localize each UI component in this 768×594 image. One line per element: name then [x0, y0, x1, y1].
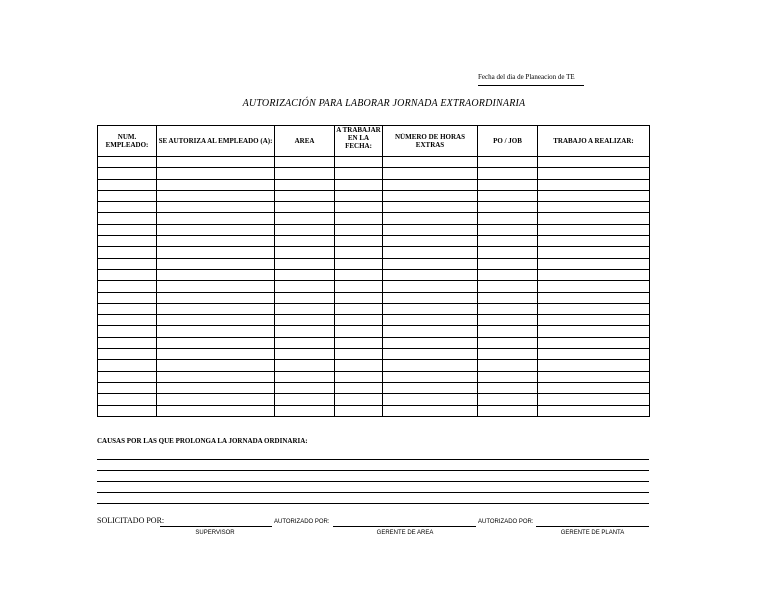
table-cell[interactable] [538, 360, 650, 371]
table-cell[interactable] [98, 157, 157, 168]
table-cell[interactable] [98, 236, 157, 247]
table-cell[interactable] [538, 269, 650, 280]
table-cell[interactable] [275, 213, 335, 224]
table-cell[interactable] [157, 281, 275, 292]
table-cell[interactable] [383, 326, 478, 337]
table-cell[interactable] [335, 281, 383, 292]
table-cell[interactable] [478, 258, 538, 269]
table-cell[interactable] [478, 405, 538, 416]
table-row [98, 315, 650, 326]
table-cell[interactable] [275, 382, 335, 393]
table-cell[interactable] [335, 213, 383, 224]
table-cell[interactable] [275, 303, 335, 314]
table-cell[interactable] [335, 360, 383, 371]
table-cell[interactable] [275, 315, 335, 326]
table-cell[interactable] [538, 371, 650, 382]
table-cell[interactable] [275, 405, 335, 416]
table-cell[interactable] [157, 202, 275, 213]
table-cell[interactable] [335, 247, 383, 258]
cause-line-3[interactable] [97, 481, 649, 482]
table-cell[interactable] [538, 394, 650, 405]
col-header-employee-number: NUM. EMPLEADO: [98, 126, 157, 157]
table-cell[interactable] [98, 190, 157, 201]
table-cell[interactable] [275, 258, 335, 269]
col-header-work-date: A TRABAJAR EN LA FECHA: [335, 126, 383, 157]
table-cell[interactable] [157, 349, 275, 360]
table-cell[interactable] [157, 337, 275, 348]
table-cell[interactable] [157, 258, 275, 269]
table-cell[interactable] [157, 394, 275, 405]
table-cell[interactable] [275, 224, 335, 235]
table-cell[interactable] [98, 247, 157, 258]
table-cell[interactable] [383, 168, 478, 179]
table-cell[interactable] [157, 315, 275, 326]
table-cell[interactable] [98, 371, 157, 382]
table-cell[interactable] [383, 360, 478, 371]
planning-date-block [478, 66, 584, 84]
table-cell[interactable] [98, 179, 157, 190]
col-header-area: AREA [275, 126, 335, 157]
table-cell[interactable] [335, 224, 383, 235]
table-cell[interactable] [538, 315, 650, 326]
col-header-po-job: PO / JOB [478, 126, 538, 157]
cause-line-2[interactable] [97, 470, 649, 471]
table-cell[interactable] [275, 247, 335, 258]
table-row [98, 303, 650, 314]
table-cell[interactable] [538, 281, 650, 292]
table-cell[interactable] [538, 213, 650, 224]
table-row [98, 292, 650, 303]
table-row [98, 382, 650, 393]
table-cell[interactable] [98, 382, 157, 393]
table-cell[interactable] [538, 405, 650, 416]
table-cell[interactable] [98, 258, 157, 269]
table-cell[interactable] [335, 269, 383, 280]
table-cell[interactable] [383, 349, 478, 360]
table-cell[interactable] [383, 337, 478, 348]
table-row [98, 394, 650, 405]
table-cell[interactable] [335, 337, 383, 348]
table-cell[interactable] [383, 157, 478, 168]
table-row [98, 281, 650, 292]
table-cell[interactable] [275, 360, 335, 371]
table-cell[interactable] [335, 190, 383, 201]
table-cell[interactable] [538, 247, 650, 258]
table-row [98, 258, 650, 269]
role-area-manager: GERENTE DE AREA [376, 530, 434, 536]
table-cell[interactable] [98, 315, 157, 326]
table-cell[interactable] [275, 157, 335, 168]
cause-line-5[interactable] [97, 503, 649, 504]
table-cell[interactable] [383, 190, 478, 201]
table-cell[interactable] [98, 168, 157, 179]
table-cell[interactable] [383, 303, 478, 314]
table-row [98, 168, 650, 179]
table-cell[interactable] [275, 168, 335, 179]
table-row [98, 405, 650, 416]
table-cell[interactable] [383, 247, 478, 258]
table-cell[interactable] [335, 371, 383, 382]
table-cell[interactable] [383, 213, 478, 224]
table-cell[interactable] [538, 236, 650, 247]
table-cell[interactable] [98, 269, 157, 280]
table-cell[interactable] [478, 281, 538, 292]
table-row [98, 213, 650, 224]
table-cell[interactable] [335, 202, 383, 213]
table-cell[interactable] [157, 269, 275, 280]
table-cell[interactable] [538, 303, 650, 314]
table-cell[interactable] [335, 157, 383, 168]
table-cell[interactable] [335, 326, 383, 337]
table-cell[interactable] [98, 394, 157, 405]
table-body [98, 157, 650, 417]
table-cell[interactable] [335, 258, 383, 269]
table-cell[interactable] [538, 202, 650, 213]
table-cell[interactable] [335, 179, 383, 190]
table-cell[interactable] [478, 213, 538, 224]
table-row [98, 269, 650, 280]
table-cell[interactable] [275, 236, 335, 247]
supervisor-signature-line[interactable] [160, 526, 272, 527]
table-cell[interactable] [335, 315, 383, 326]
table-cell[interactable] [157, 326, 275, 337]
table-cell[interactable] [98, 405, 157, 416]
table-cell[interactable] [335, 236, 383, 247]
table-cell[interactable] [383, 281, 478, 292]
table-cell[interactable] [157, 190, 275, 201]
table-cell[interactable] [478, 179, 538, 190]
table-cell[interactable] [478, 292, 538, 303]
col-header-work-to-do: TRABAJO A REALIZAR: [538, 126, 650, 157]
table-cell[interactable] [538, 326, 650, 337]
table-cell[interactable] [383, 405, 478, 416]
table-cell[interactable] [275, 394, 335, 405]
table-cell[interactable] [157, 382, 275, 393]
table-cell[interactable] [383, 202, 478, 213]
table-cell[interactable] [157, 236, 275, 247]
table-cell[interactable] [335, 168, 383, 179]
table-cell[interactable] [383, 371, 478, 382]
table-cell[interactable] [98, 292, 157, 303]
table-cell[interactable] [275, 281, 335, 292]
table-cell[interactable] [478, 303, 538, 314]
table-cell[interactable] [538, 382, 650, 393]
table-cell[interactable] [157, 179, 275, 190]
table-cell[interactable] [275, 292, 335, 303]
table-cell[interactable] [157, 360, 275, 371]
table-cell[interactable] [478, 315, 538, 326]
table-cell[interactable] [478, 168, 538, 179]
table-cell[interactable] [157, 292, 275, 303]
table-cell[interactable] [157, 157, 275, 168]
table-cell[interactable] [98, 281, 157, 292]
table-cell[interactable] [98, 224, 157, 235]
table-row [98, 326, 650, 337]
table-cell[interactable] [98, 337, 157, 348]
table-row [98, 371, 650, 382]
table-row [98, 224, 650, 235]
table-cell[interactable] [335, 292, 383, 303]
table-cell[interactable] [275, 326, 335, 337]
table-cell[interactable] [383, 292, 478, 303]
table-row [98, 247, 650, 258]
role-plant-manager: GERENTE DE PLANTA [560, 530, 625, 536]
table-cell[interactable] [335, 382, 383, 393]
overtime-authorization-table [97, 125, 650, 417]
table-cell[interactable] [538, 292, 650, 303]
table-cell[interactable] [538, 337, 650, 348]
table-cell[interactable] [157, 213, 275, 224]
plant-manager-signature-line[interactable] [536, 526, 649, 527]
table-header-row [98, 126, 650, 157]
table-cell[interactable] [478, 247, 538, 258]
table-cell[interactable] [275, 371, 335, 382]
planning-date-label: Fecha del dia de Planeacion de TE [478, 73, 575, 81]
table-cell[interactable] [157, 303, 275, 314]
table-cell[interactable] [98, 349, 157, 360]
table-cell[interactable] [157, 405, 275, 416]
table-row [98, 202, 650, 213]
table-cell[interactable] [478, 190, 538, 201]
table-row [98, 157, 650, 168]
table-cell[interactable] [538, 224, 650, 235]
table-cell[interactable] [383, 269, 478, 280]
table-cell[interactable] [275, 269, 335, 280]
table-cell[interactable] [538, 157, 650, 168]
table-cell[interactable] [478, 157, 538, 168]
role-supervisor: SUPERVISOR [195, 530, 235, 536]
table-cell[interactable] [478, 371, 538, 382]
table-cell[interactable] [275, 179, 335, 190]
table-cell[interactable] [538, 190, 650, 201]
table-row [98, 360, 650, 371]
planning-date-field[interactable] [478, 85, 584, 86]
table-cell[interactable] [383, 224, 478, 235]
table-cell[interactable] [478, 349, 538, 360]
form-title: AUTORIZACIÓN PARA LABORAR JORNADA EXTRAORDINARIA [242, 98, 526, 109]
requested-by-label: SOLICITADO POR: [97, 516, 165, 525]
authorized-by-label-1: AUTORIZADO POR: [274, 519, 330, 525]
table-cell[interactable] [335, 405, 383, 416]
table-cell[interactable] [478, 382, 538, 393]
cause-line-4[interactable] [97, 492, 649, 493]
table-row [98, 190, 650, 201]
table-cell[interactable] [98, 360, 157, 371]
table-row [98, 236, 650, 247]
table-cell[interactable] [478, 224, 538, 235]
table-cell[interactable] [383, 258, 478, 269]
table-cell[interactable] [98, 326, 157, 337]
table-cell[interactable] [383, 394, 478, 405]
table-cell[interactable] [275, 337, 335, 348]
table-cell[interactable] [478, 337, 538, 348]
table-cell[interactable] [335, 349, 383, 360]
table-cell[interactable] [157, 371, 275, 382]
table-cell[interactable] [383, 179, 478, 190]
table-cell[interactable] [383, 315, 478, 326]
table-cell[interactable] [478, 394, 538, 405]
authorized-by-label-2: AUTORIZADO POR: [478, 519, 534, 525]
table-cell[interactable] [538, 258, 650, 269]
table-cell[interactable] [98, 202, 157, 213]
table-row [98, 179, 650, 190]
table-cell[interactable] [383, 382, 478, 393]
table-cell[interactable] [157, 168, 275, 179]
table-cell[interactable] [98, 213, 157, 224]
causes-label: CAUSAS POR LAS QUE PROLONGA LA JORNADA ORDINARIA: [97, 437, 308, 445]
table-cell[interactable] [98, 303, 157, 314]
table-cell[interactable] [275, 190, 335, 201]
table-cell[interactable] [157, 247, 275, 258]
table-cell[interactable] [335, 303, 383, 314]
table-cell[interactable] [538, 349, 650, 360]
table-row [98, 349, 650, 360]
table-cell[interactable] [335, 394, 383, 405]
col-header-overtime-hours: NÚMERO DE HORAS EXTRAS [383, 126, 478, 157]
table-cell[interactable] [275, 202, 335, 213]
table-row [98, 337, 650, 348]
area-manager-signature-line[interactable] [333, 526, 476, 527]
table-cell[interactable] [478, 326, 538, 337]
cause-line-1[interactable] [97, 459, 649, 460]
table-cell[interactable] [538, 179, 650, 190]
table-cell[interactable] [157, 224, 275, 235]
table-cell[interactable] [478, 269, 538, 280]
col-header-authorized-employee: SE AUTORIZA AL EMPLEADO (A): [157, 126, 275, 157]
table-cell[interactable] [383, 236, 478, 247]
table-cell[interactable] [478, 236, 538, 247]
table-cell[interactable] [478, 360, 538, 371]
table-cell[interactable] [478, 202, 538, 213]
table-cell[interactable] [275, 349, 335, 360]
table-cell[interactable] [538, 168, 650, 179]
